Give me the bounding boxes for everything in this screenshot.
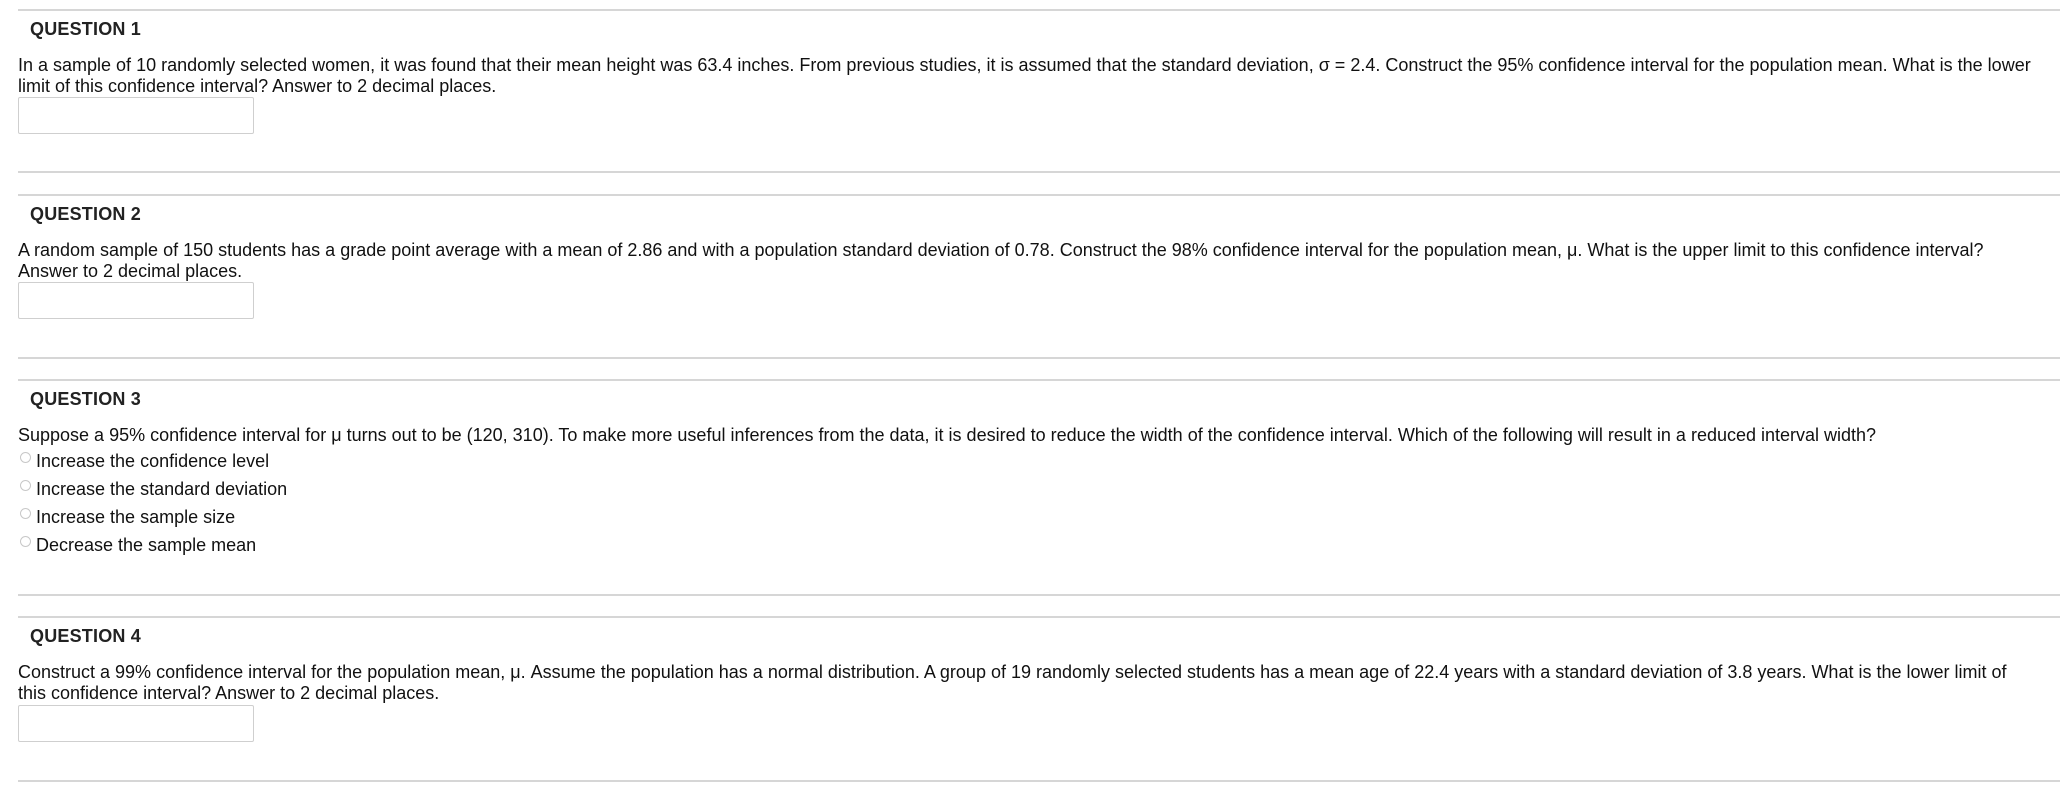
question-2-answer-input[interactable] [18,282,254,319]
divider-top-q3 [18,379,2060,381]
option-label: Increase the standard deviation [36,478,288,499]
divider-top-q4 [18,616,2060,618]
divider-top-q1 [18,9,2060,11]
radio-button-icon[interactable] [20,536,31,547]
question-3-option-2[interactable] [20,478,287,500]
radio-button-icon[interactable] [20,480,31,491]
question-3-option-4[interactable] [20,534,256,556]
divider-top-q2 [18,194,2060,196]
question-2-text: A random sample of 150 students has a grade point average with a mean of 2.86 and with a population standard deviation of 0.78. Construct the 98% confidence interval for the population mean, μ. What is the upper limit to this confidence interval? Answer to 2 decimal places. [18,240,1984,281]
question-2-title: QUESTION 2 [30,204,142,224]
radio-button-icon[interactable] [20,508,31,519]
question-4-answer-input[interactable] [18,705,254,742]
divider-bottom-q4 [18,780,2060,782]
option-label: Increase the sample size [36,506,236,527]
divider-bottom-q3 [18,594,2060,596]
radio-button-icon[interactable] [20,452,31,463]
divider-bottom-q1 [18,171,2060,173]
question-3-title: QUESTION 3 [30,389,142,409]
divider-bottom-q2 [18,357,2060,359]
option-label: Increase the confidence level [36,450,270,471]
question-3-text: Suppose a 95% confidence interval for μ turns out to be (120, 310). To make more useful inferences from the data, it is desired to reduce the width of the confidence interval. Which of the following will result in a reduced interval width? [18,425,1877,445]
question-3-option-1[interactable] [20,450,269,472]
question-1-answer-input[interactable] [18,97,254,134]
question-4-text: Construct a 99% confidence interval for the population mean, μ. Assume the population has a normal distribution. A group of 19 randomly selected students has a mean age of 22.4 years with a standard deviation of 3.8 years. What is the lower limit of this confidence interval? Answer to 2 decimal places. [18,662,2007,703]
question-3-option-3[interactable] [20,506,235,528]
question-1-text: In a sample of 10 randomly selected women, it was found that their mean height was 63.4 inches. From previous studies, it is assumed that the standard deviation, σ = 2.4. Construct the 95% confidence interval for the population mean. What is the lower limit of this confidence interval? Answer to 2 decimal places. [18,55,2031,96]
question-1-title: QUESTION 1 [30,19,142,39]
option-label: Decrease the sample mean [36,534,257,555]
question-4-title: QUESTION 4 [30,626,142,646]
